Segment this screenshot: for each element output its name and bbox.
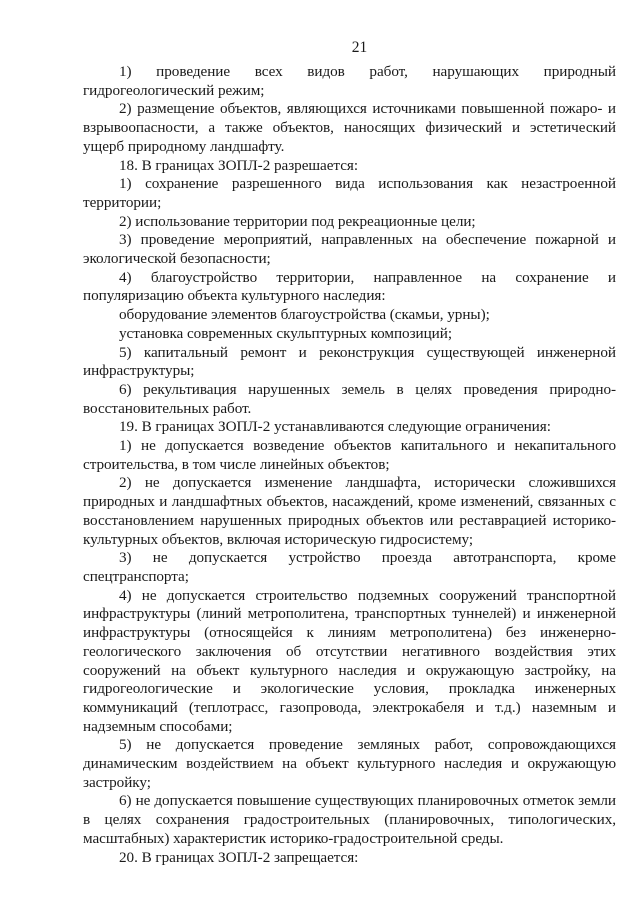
- paragraph-allowed-6: 6) рекультивация нарушенных земель в целях проведения природно-восстановительных работ.: [83, 380, 616, 417]
- paragraph-limit-1: 1) не допускается возведение объектов капитального и некапитального строительства, в том числе линейных объектов;: [83, 437, 616, 473]
- paragraph-restriction-2: 2) размещение объектов, являющихся источниками повышенной пожаро- и взрывоопасности, а также объектов, наносящих физический и эстетический ущерб природному ландшафту.: [83, 100, 616, 155]
- paragraph-allowed-2: 2) использование территории под рекреационные цели;: [119, 212, 476, 230]
- paragraph-section-19-heading: 19. В границах ЗОПЛ-2 устанавливаются следующие ограничения:: [119, 418, 551, 436]
- paragraph-allowed-4-sub-1: оборудование элементов благоустройства (скамьи, урны);: [119, 306, 490, 324]
- paragraph-allowed-5: 5) капитальный ремонт и реконструкция существующей инженерной инфраструктуры;: [83, 343, 616, 380]
- paragraph-limit-6: 6) не допускается повышение существующих планировочных отметок земли в целях сохранения градостроительных (планировочных, типологических, масштабных) характеристик историко-градостроительной среды.: [83, 792, 616, 847]
- paragraph-limit-3: 3) не допускается устройство проезда автотранспорта, кроме спецтранспорта;: [83, 549, 616, 585]
- paragraph-section-18-heading: 18. В границах ЗОПЛ-2 разрешается:: [119, 156, 358, 174]
- paragraph-allowed-4-sub-2: установка современных скульптурных композиций;: [119, 324, 453, 342]
- paragraph-restriction-1: 1) проведение всех видов работ, нарушающих природный гидрогеологический режим;: [83, 63, 616, 99]
- paragraph-limit-4: 4) не допускается строительство подземных сооружений транспортной инфраструктуры (линий метрополитена, транспортных туннелей) и инженерной инфраструктуры (относящейся к линиям метрополитена) без инженерно-геологического заключения об отсутствии негативного воздействия этих сооружений на объект культурного наследия и окружающую застройку, на гидрогеологические и экологические условия, прокладка инженерных коммуникаций (теплотрасс, газопровода, электрокабеля и т.д.) наземным и надземным способами;: [83, 586, 616, 735]
- paragraph-allowed-4: 4) благоустройство территории, направленное на сохранение и популяризацию объекта культурного наследия:: [83, 268, 616, 305]
- paragraph-section-20-heading: 20. В границах ЗОПЛ-2 запрещается:: [119, 848, 359, 866]
- paragraph-limit-5: 5) не допускается проведение земляных работ, сопровождающихся динамическим воздействием на объект культурного наследия и окружающую застройку;: [83, 736, 616, 791]
- paragraph-allowed-1: 1) сохранение разрешенного вида использования как незастроенной территории;: [83, 175, 616, 211]
- paragraph-limit-2: 2) не допускается изменение ландшафта, исторически сложившихся природных и ландшафтных объектов, насаждений, кроме изменений, связанных с восстановлением нарушенных природных объектов или реставрацией историко-культурных объектов, включая историческую гидросистему;: [83, 474, 616, 548]
- paragraph-allowed-3: 3) проведение мероприятий, направленных на обеспечение пожарной и экологической безопасности;: [83, 231, 616, 268]
- page-number: 21: [351, 39, 368, 56]
